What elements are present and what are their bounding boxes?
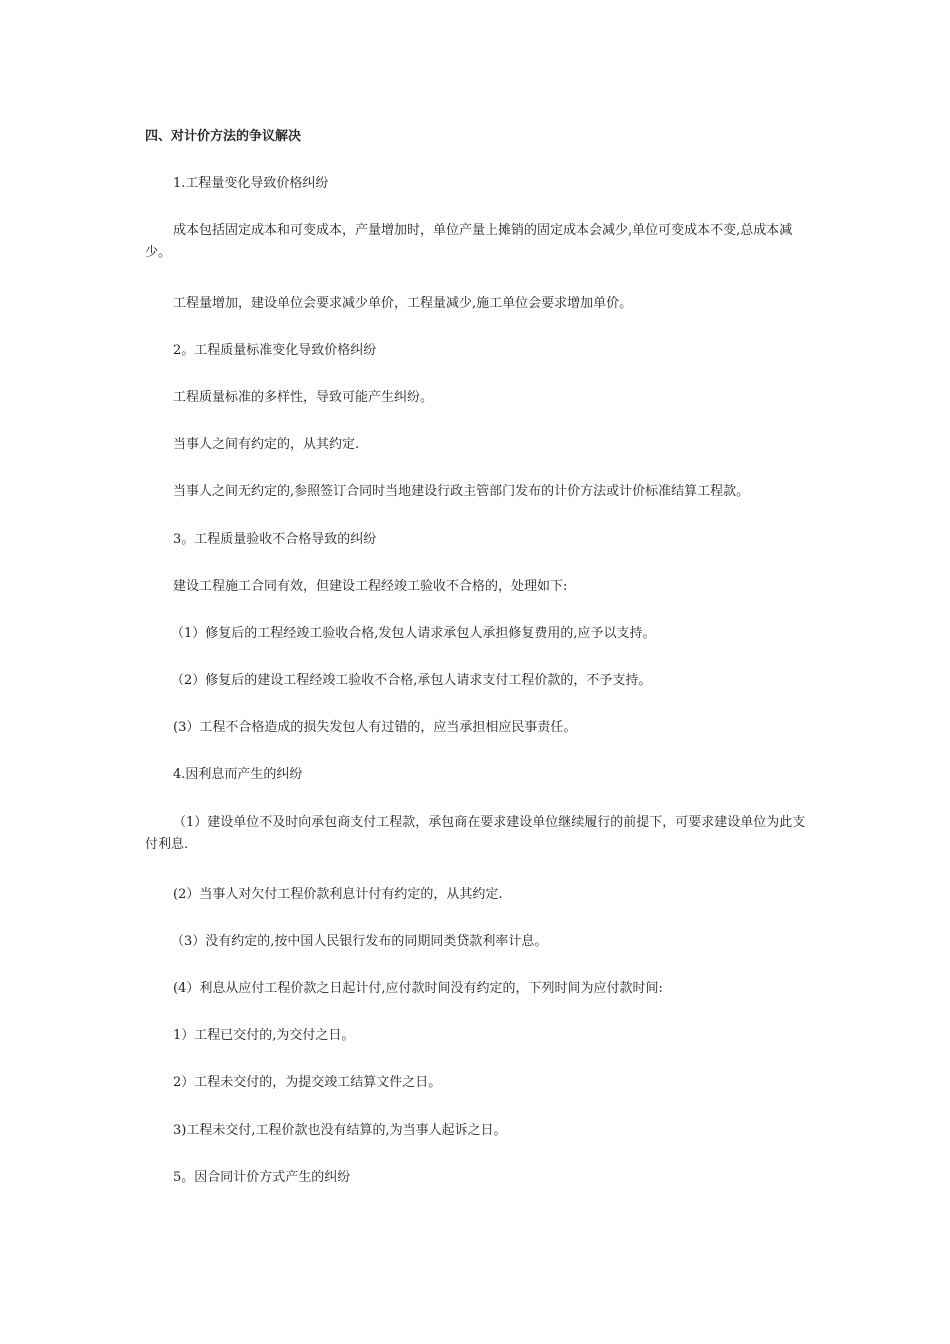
paragraph-5: 工程质量标准的多样性，导致可能产生纠纷。 <box>173 390 434 405</box>
paragraph-18: 1）工程已交付的,为交付之日。 <box>173 1028 355 1043</box>
paragraph-19: 2）工程未交付的，为提交竣工结算文件之日。 <box>173 1075 442 1090</box>
paragraph-7: 当事人之间无约定的,参照签订合同时当地建设行政主管部门发布的计价方法或计价标准结算工程款。 <box>173 484 750 499</box>
paragraph-12: (3）工程不合格造成的损失发包人有过错的，应当承担相应民事责任。 <box>173 720 577 735</box>
paragraph-3: 工程量增加，建设单位会要求减少单价，工程量减少,施工单位会要求增加单价。 <box>173 296 633 311</box>
section-heading: 四、对计价方法的争议解决 <box>145 129 302 144</box>
paragraph-20: 3)工程未交付,工程价款也没有结算的,为当事人起诉之日。 <box>173 1123 507 1138</box>
paragraph-16: （3）没有约定的,按中国人民银行发布的同期同类贷款利率计息。 <box>171 934 548 949</box>
paragraph-17: (4）利息从应付工程价款之日起计付,应付款时间没有约定的，下列时间为应付款时间: <box>173 981 663 996</box>
paragraph-8: 3。工程质量验收不合格导致的纠纷 <box>173 532 377 547</box>
paragraph-11: （2）修复后的建设工程经竣工验收不合格,承包人请求支付工程价款的，不予支持。 <box>171 673 652 688</box>
paragraph-9: 建设工程施工合同有效，但建设工程经竣工验收不合格的，处理如下: <box>173 579 568 594</box>
paragraph-14: （1）建设单位不及时向承包商支付工程款，承包商在要求建设单位继续履行的前提下，可要求建设单位为此支付利息. <box>145 815 806 852</box>
paragraph-1: 1.工程量变化导致价格纠纷 <box>173 176 329 191</box>
paragraph-4: 2。工程质量标准变化导致价格纠纷 <box>173 343 377 358</box>
paragraph-15: (2）当事人对欠付工程价款利息计付有约定的，从其约定. <box>173 887 503 902</box>
paragraph-10: （1）修复后的工程经竣工验收合格,发包人请求承包人承担修复费用的,应予以支持。 <box>171 626 656 641</box>
paragraph-6: 当事人之间有约定的，从其约定. <box>173 437 360 452</box>
paragraph-13: 4.因利息而产生的纠纷 <box>173 767 303 782</box>
paragraph-21: 5。因合同计价方式产生的纠纷 <box>173 1170 351 1185</box>
paragraph-2: 成本包括固定成本和可变成本，产量增加时，单位产量上摊销的固定成本会减少,单位可变成本不变,总成本减少。 <box>145 223 793 260</box>
